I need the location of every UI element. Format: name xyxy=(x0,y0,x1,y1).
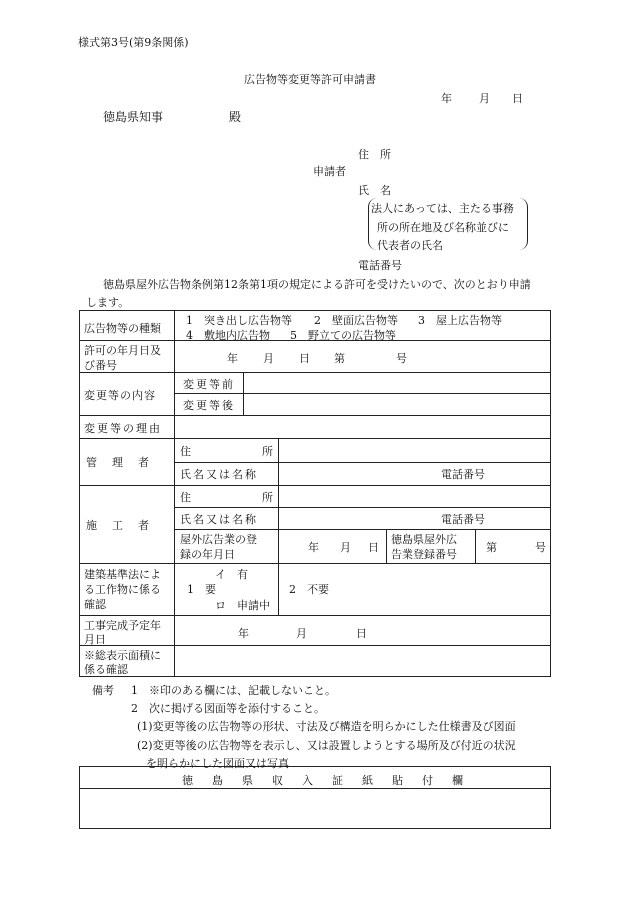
manager-address-label-right: 所 xyxy=(262,445,273,458)
change-reason-label: 変更等の理由 xyxy=(84,422,162,435)
note-2-1: (1)変更等後の広告物等の形状、寸法及び構造を明らかにした仕様書及び図面 xyxy=(137,720,516,733)
change-content-label: 変更等の内容 xyxy=(84,389,156,402)
addressee: 徳島県知事 xyxy=(103,110,164,124)
manager-name-label: 氏名又は名称 xyxy=(180,468,258,481)
permit-year-label: 年 xyxy=(227,352,238,365)
stamp-char-5: 入 xyxy=(302,774,313,787)
registration-day-label: 日 xyxy=(368,541,379,554)
note-2: 2 次に掲げる図面等を添付すること。 xyxy=(131,702,325,715)
contractor-address-field[interactable] xyxy=(279,486,550,507)
ad-type-option-2: 2 壁面広告物等 xyxy=(314,314,398,327)
manager-phone-label: 電話番号 xyxy=(441,468,485,481)
contractor-name-field[interactable] xyxy=(279,508,550,529)
ad-type-option-3: 3 屋上広告物等 xyxy=(418,314,502,327)
completion-label-line2: 月日 xyxy=(84,633,106,646)
permit-no-suffix: 号 xyxy=(396,352,407,365)
building-not-required[interactable]: 2 不要 xyxy=(289,583,329,596)
building-label-line2: る工作物に係る xyxy=(84,583,161,596)
change-after-label: 変更等後 xyxy=(183,399,235,412)
honorific: 殿 xyxy=(229,110,242,124)
ad-type-option-5: 5 野立ての広告物等 xyxy=(290,329,396,342)
completion-month-label: 月 xyxy=(296,627,307,640)
statement-line2: します。 xyxy=(86,296,130,309)
applicant-phone-label: 電話番号 xyxy=(358,259,402,272)
area-label-line2: 係る確認 xyxy=(84,663,128,676)
contractor-address-label-right: 所 xyxy=(262,491,273,504)
note-1: 1 ※印のある欄には、記載しないこと。 xyxy=(131,684,336,697)
building-option-i[interactable]: イ 有 xyxy=(215,568,248,581)
manager-label: 管 理 者 xyxy=(86,456,151,469)
permit-no-prefix: 第 xyxy=(334,352,345,365)
area-confirmation-field[interactable] xyxy=(175,646,550,676)
change-after-field[interactable] xyxy=(244,394,550,415)
ad-type-option-1: 1 突き出し広告物等 xyxy=(186,314,292,327)
stamp-char-4: 収 xyxy=(272,774,283,787)
registration-no-label-line2: 告業登録番号 xyxy=(391,548,457,561)
registration-date-label-line1: 屋外広告業の登 xyxy=(180,533,257,546)
stamp-char-7: 紙 xyxy=(362,774,373,787)
completion-year-label: 年 xyxy=(238,627,249,640)
permit-day-label: 日 xyxy=(299,352,310,365)
corporate-note-line1: 法人にあっては、主たる事務 xyxy=(371,202,514,215)
corporate-note-line2: 所の所在地及び名称並びに xyxy=(377,221,509,234)
stamp-char-1: 徳 xyxy=(182,774,193,787)
applicant-name-label: 氏 名 xyxy=(358,184,391,197)
permit-label-line2: び番号 xyxy=(84,359,117,372)
registration-month-label: 月 xyxy=(340,541,351,554)
registration-no-suffix: 号 xyxy=(535,541,546,554)
area-label-line1: ※総表示面積に xyxy=(84,649,161,662)
building-option-ro[interactable]: ロ 申請中 xyxy=(215,599,270,612)
stamp-char-9: 付 xyxy=(422,774,433,787)
applicant-label: 申請者 xyxy=(313,165,346,178)
completion-label-line1: 工事完成予定年 xyxy=(84,619,161,632)
stamp-char-6: 証 xyxy=(332,774,343,787)
contractor-label: 施 工 者 xyxy=(86,519,151,532)
note-2-2-line1: (2)変更等後の広告物等を表示し、又は設置しようとする場所及び付近の状況 xyxy=(137,739,516,752)
ad-type-option-4: 4 敷地内広告物 xyxy=(186,329,270,342)
stamp-char-10: 欄 xyxy=(452,774,463,787)
manager-address-label-left: 住 xyxy=(180,445,191,458)
notes-heading: 備考 xyxy=(92,684,114,697)
date-year-label: 年 xyxy=(441,92,452,105)
completion-day-label: 日 xyxy=(356,627,367,640)
stamp-char-8: 貼 xyxy=(392,774,403,787)
registration-year-label: 年 xyxy=(308,541,319,554)
date-month-label: 月 xyxy=(479,92,490,105)
building-label-line1: 建築基準法によ xyxy=(84,568,161,581)
manager-name-field[interactable] xyxy=(279,463,550,485)
manager-address-field[interactable] xyxy=(279,439,550,462)
form-number: 様式第3号(第9条関係) xyxy=(78,36,189,49)
change-before-field[interactable] xyxy=(244,373,550,393)
stamp-char-3: 県 xyxy=(242,774,253,787)
building-label-line3: 確認 xyxy=(84,598,106,611)
change-before-label: 変更等前 xyxy=(183,378,235,391)
revenue-stamp-area[interactable] xyxy=(80,789,550,828)
ad-type-label: 広告物等の種類 xyxy=(84,322,161,335)
statement-line1: 徳島県屋外広告物条例第12条第1項の規定による許可を受けたいので、次のとおり申請 xyxy=(103,278,531,291)
registration-no-label-line1: 徳島県屋外広 xyxy=(391,533,457,546)
form-title: 広告物等変更等許可申請書 xyxy=(244,73,376,86)
building-required[interactable]: 1 要 xyxy=(187,583,216,596)
applicant-address-label: 住 所 xyxy=(358,148,391,161)
change-reason-field[interactable] xyxy=(175,416,550,438)
registration-date-label-line2: 録の年月日 xyxy=(180,548,235,561)
corporate-note-line3: 代表者の氏名 xyxy=(377,239,443,252)
registration-no-prefix: 第 xyxy=(486,541,497,554)
contractor-name-label: 氏名又は名称 xyxy=(180,513,258,526)
permit-month-label: 月 xyxy=(263,352,274,365)
date-day-label: 日 xyxy=(512,92,523,105)
permit-label-line1: 許可の年月日及 xyxy=(84,344,161,357)
contractor-address-label-left: 住 xyxy=(180,491,191,504)
note-2-2-line2: を明らかにした図面又は写真 xyxy=(146,757,289,770)
stamp-char-2: 島 xyxy=(212,774,223,787)
contractor-phone-label: 電話番号 xyxy=(441,513,485,526)
